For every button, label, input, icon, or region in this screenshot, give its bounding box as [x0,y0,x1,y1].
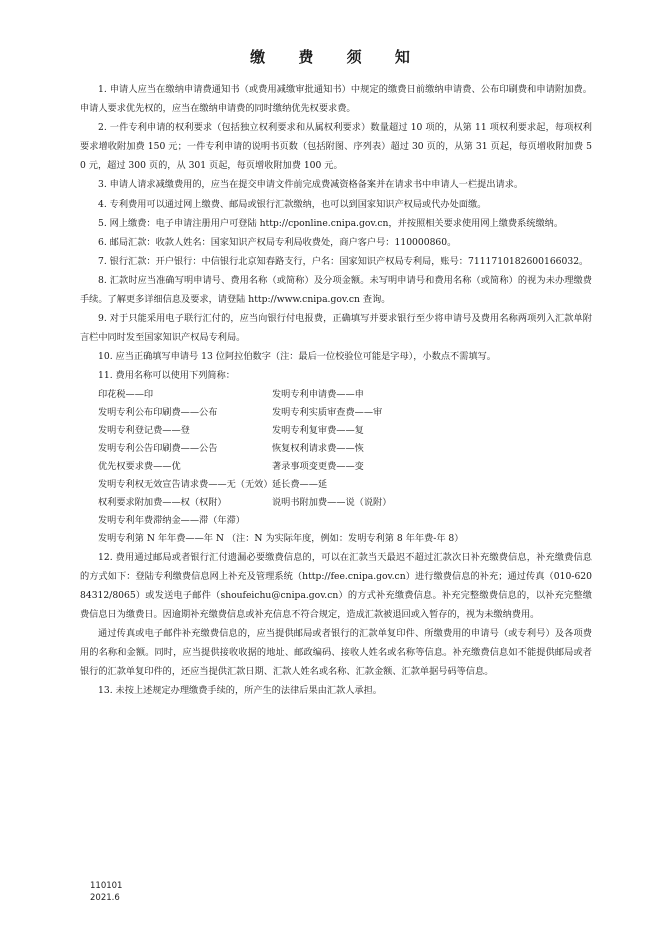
paragraph-13: 13. 未按上述规定办理缴费手续的，所产生的法律后果由汇款人承担。 [98,685,382,697]
abbreviation-item: 著录事项变更费——变 [272,460,364,472]
page-title: 缴 费 须 知 [250,48,424,66]
abbreviation-item: 发明专利年费滞纳金——滞（年滞） [98,514,245,526]
abbreviation-item: 发明专利申请费——申 [272,388,364,400]
abbreviation-list [80,386,592,512]
abbreviation-item: 发明专利公告印刷费——公告 [98,442,218,454]
paragraph-8: 8. 汇款时应当准确写明申请号、费用名称（或简称）及分项金额。未写明申请号和费用名称（或简称）的视为未办理缴费手续。了解更多详细信息及要求，请登陆 http://www.cnipa.gov.cn 查询。 [80,274,592,306]
paragraph-12-continued: 通过传真或电子邮件补充缴费信息的，应当提供邮局或者银行的汇款单复印件、所缴费用的申请号（或专利号）及各项费用的名称和金额。同时，应当提供接收收据的地址、邮政编码、接收人姓名或名称等信息。补充缴费信息如不能提供邮局或者银行的汇款单复印件的，还应当提供汇款日期、汇款人姓名或名称、汇款金额、汇款单据号码等信息。 [80,627,592,678]
abbreviation-item: 延长费——延 [272,478,328,490]
paragraph-1: 1. 申请人应当在缴纳申请费通知书（或费用减缴审批通知书）中规定的缴费日前缴纳申请费、公布印刷费和申请附加费。申请人要求优先权的，应当在缴纳申请费的同时缴纳优先权要求费。 [80,84,592,115]
abbreviation-item: 发明专利公布印刷费——公布 [98,406,218,418]
paragraph-3: 3. 申请人请求减缴费用的，应当在提交申请文件前完成费减资格备案并在请求书中申请人一栏提出请求。 [98,179,524,191]
abbreviation-item: 发明专利登记费——登 [98,424,190,436]
abbreviation-item: 印花税——印 [98,388,154,400]
abbreviation-item: 优先权要求费——优 [98,460,181,472]
form-date: 2021.6 [90,893,120,903]
abbreviation-item: 发明专利复审费——复 [272,424,364,436]
paragraph-7: 7. 银行汇款：开户银行：中信银行北京知春路支行，户名：国家知识产权局专利局，账号：7111710182600166032。 [98,255,589,267]
abbreviation-item: 说明书附加费——说（说附） [272,496,392,508]
paragraph-9: 9. 对于只能采用电子联行汇付的，应当向银行付电报费，正确填写并要求银行至少将申请号及费用名称两项列入汇款单附言栏中同时发至国家知识产权局专利局。 [80,313,592,344]
paragraph-10: 10. 应当正确填写申请号 13 位阿拉伯数字（注：最后一位校验位可能是字母），小数点不需填写。 [98,351,496,363]
abbreviation-item: 恢复权利请求费——恢 [272,442,364,454]
paragraph-6: 6. 邮局汇款：收款人姓名：国家知识产权局专利局收费处，商户客户号：110000860。 [98,236,457,248]
form-footer [90,880,122,904]
form-code: 110101 [90,881,123,891]
paragraph-5: 5. 网上缴费：电子申请注册用户可登陆 http://cponline.cnipa.gov.cn，并按照相关要求使用网上缴费系统缴纳。 [98,217,564,229]
paragraph-12: 12. 费用通过邮局或者银行汇付遗漏必要缴费信息的，可以在汇款当天最迟不超过汇款次日补充缴费信息，补充缴费信息的方式如下：登陆专利缴费信息网上补充及管理系统（http://fee.cnipa.gov.cn）进行缴费信息的补充；通过传真（010-62084312/8065）或发送电子邮件（shoufeichu@cnipa.gov.cn）的方式补充缴费信息。补充完整缴费信息的，以补充完整缴费信息日为缴费日。因逾期补充缴费信息或补充信息不符合规定，造成汇款被退回或入暂存的，视为未缴纳费用。 [80,551,592,620]
paragraph-4: 4. 专利费用可以通过网上缴费、邮局或银行汇款缴纳，也可以到国家知识产权局或代办处面缴。 [98,198,487,210]
notice-body [80,80,592,700]
paragraph-11: 11. 费用名称可以使用下列简称： [98,370,235,382]
abbreviation-item: 发明专利第 N 年年费——年 N （注：N 为实际年度，例如：发明专利第 8 年年费-年 8） [98,532,464,544]
paragraph-2: 2. 一件专利申请的权利要求（包括独立权利要求和从属权利要求）数量超过 10 项的，从第 11 项权利要求起，每项权利要求增收附加费 150 元；一件专利申请的说明书页数（包括附图、序列表）超过 30 页的，从第 31 页起，每页增收附加费 50 元，超过 300 页的，从 301 页起，每页增收附加费 100 元。 [80,122,592,172]
abbreviation-item: 发明专利实质审查费——审 [272,406,383,418]
abbreviation-item: 发明专利权无效宣告请求费——无（无效） [98,478,273,490]
abbreviation-item: 权利要求附加费——权（权附） [98,496,227,508]
